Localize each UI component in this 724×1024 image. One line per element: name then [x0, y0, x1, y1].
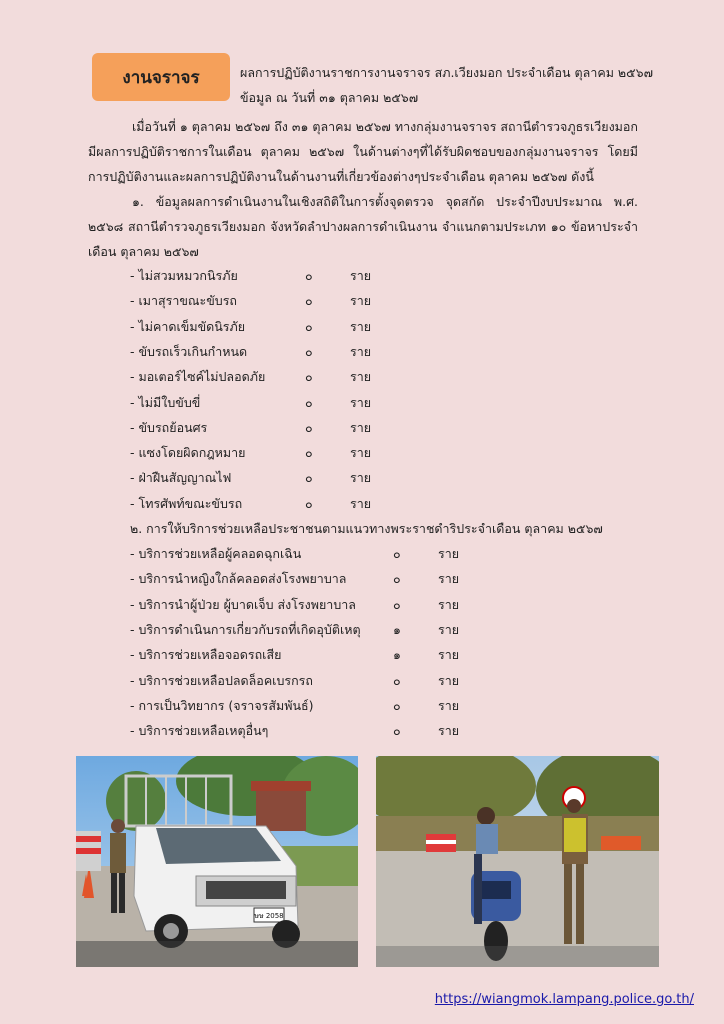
service-count: ๐	[393, 571, 401, 587]
violation-count: ๐	[305, 470, 313, 486]
service-count: ๐	[393, 546, 401, 561]
violation-unit: ราย	[350, 445, 372, 461]
violation-unit: ราย	[350, 394, 372, 410]
checkpoint-photo-truck	[76, 756, 358, 967]
violation-unit: ราย	[350, 495, 372, 511]
violation-label: - ขับรถเร็วเกินกำหนด	[130, 343, 248, 359]
service-unit: ราย	[438, 723, 460, 739]
website-link[interactable]: https://wiangmok.lampang.police.go.th/	[434, 992, 694, 1007]
violation-count: ๐	[305, 268, 313, 283]
violation-label: - ไม่สวมหมวกนิรภัย	[130, 268, 238, 283]
violation-unit: ราย	[350, 268, 372, 283]
service-count: ๑	[393, 621, 401, 637]
service-unit: ราย	[438, 546, 460, 561]
section1-heading: ๑. ข้อมูลผลการดำเนินงานในเชิงสถิติในการตั้งจุดตรวจ จุดสกัด ประจำปีงบประมาณ พ.ศ. ๒๕๖๘ สถานีตำรวจภูธรเวียงมอก จังหวัดลำปางผลการดำเนินงาน จำแนกตามประเภท ๑๐ ข้อหาประจำเดือน ตุลาคม ๒๕๖๗	[88, 194, 638, 259]
service-label: - บริการนำผู้ป่วย ผู้บาดเจ็บ ส่งโรงพยาบาล	[130, 596, 356, 612]
violation-label: - เมาสุราขณะขับรถ	[130, 293, 237, 309]
report-title: ผลการปฏิบัติงานราชการงานจราจร สภ.เวียงมอก ประจำเดือน ตุลาคม ๒๕๖๗	[240, 65, 653, 80]
violation-count: ๐	[305, 419, 313, 435]
violation-unit: ราย	[350, 343, 372, 359]
section-badge: งานจราจร	[92, 53, 230, 101]
checkpoint-photo-motorcycle	[376, 756, 659, 967]
violation-unit: ราย	[350, 293, 372, 309]
service-count: ๐	[393, 672, 401, 688]
violation-unit: ราย	[350, 419, 372, 435]
service-label: - บริการดำเนินการเกี่ยวกับรถที่เกิดอุบัติเหตุ	[130, 621, 361, 637]
report-date: ข้อมูล ณ วันที่ ๓๑ ตุลาคม ๒๕๖๗	[240, 90, 419, 105]
violation-count: ๐	[305, 318, 313, 334]
violation-unit: ราย	[350, 318, 372, 334]
service-label: - การเป็นวิทยากร (จราจรสัมพันธ์)	[130, 697, 314, 713]
service-unit: ราย	[438, 672, 460, 688]
violation-unit: ราย	[350, 470, 372, 486]
service-unit: ราย	[438, 647, 460, 663]
service-label: - บริการนำหญิงใกล้คลอดส่งโรงพยาบาล	[130, 571, 347, 587]
violation-count: ๐	[305, 343, 313, 359]
violation-label: - ไม่มีใบขับขี่	[130, 394, 201, 410]
violation-count: ๐	[305, 495, 313, 511]
violation-count: ๐	[305, 445, 313, 461]
service-label: - บริการช่วยเหลือเหตุอื่นๆ	[130, 723, 269, 739]
violation-label: - แซงโดยผิดกฎหมาย	[130, 445, 246, 461]
service-label: - บริการช่วยเหลือผู้คลอดฉุกเฉิน	[130, 546, 302, 561]
violation-label: - ไม่คาดเข็มขัดนิรภัย	[130, 318, 246, 334]
service-count: ๐	[393, 723, 401, 739]
section2-heading: ๒. การให้บริการช่วยเหลือประชาชนตามแนวทางพระราชดำริประจำเดือน ตุลาคม ๒๕๖๗	[130, 521, 603, 536]
violation-label: - ขับรถย้อนศร	[130, 419, 208, 435]
violation-count: ๐	[305, 394, 313, 410]
service-unit: ราย	[438, 621, 460, 637]
violation-count: ๐	[305, 293, 313, 309]
service-unit: ราย	[438, 571, 460, 587]
violation-count: ๐	[305, 369, 313, 385]
violation-label: - ฝ่าฝืนสัญญาณไฟ	[130, 470, 232, 486]
violation-label: - โทรศัพท์ขณะขับรถ	[130, 495, 243, 511]
service-unit: ราย	[438, 697, 460, 713]
truck-plate: ษษ 2058	[254, 912, 284, 920]
service-count: ๐	[393, 697, 401, 713]
intro-paragraph: เมื่อวันที่ ๑ ตุลาคม ๒๕๖๗ ถึง ๓๑ ตุลาคม ๒๕๖๗ ทางกลุ่มงานจราจร สถานีตำรวจภูธรเวียงมอก มีผลการปฏิบัติราชการในเดือน ตุลาคม ๒๕๖๗ ในด้านต่างๆที่ได้รับผิดชอบของกลุ่มงานจราจร โดยมีการปฏิบัติงานและผลการปฏิบัติงานในด้านงานที่เกี่ยวข้องต่างๆประจำเดือน ตุลาคม ๒๕๖๗ ดังนี้	[88, 119, 638, 184]
violation-label: - มอเตอร์ไซค์ไม่ปลอดภัย	[130, 369, 266, 385]
violation-unit: ราย	[350, 369, 372, 385]
service-unit: ราย	[438, 596, 460, 612]
service-count: ๐	[393, 596, 401, 612]
service-count: ๑	[393, 647, 401, 663]
service-label: - บริการช่วยเหลือปลดล็อคเบรกรถ	[130, 672, 313, 688]
service-label: - บริการช่วยเหลือจอดรถเสีย	[130, 647, 282, 663]
